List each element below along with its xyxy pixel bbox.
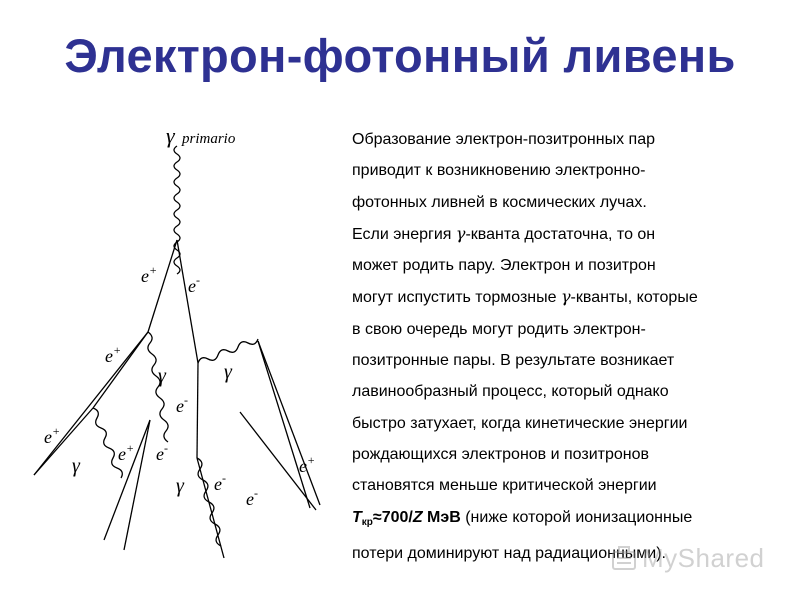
body-line-13: $T_{кр}\approx 700/Z$ МэВ (ниже которой ионизационные <box>352 508 693 528</box>
photon-wave-right <box>198 339 258 363</box>
body-line-12: становятся меньше критической энергии <box>352 477 657 495</box>
gamma-label-4: γ <box>72 455 80 477</box>
body-line-3: фотонных ливней в космических лучах. <box>352 193 647 211</box>
e-minus-label-1: e- <box>188 273 200 296</box>
electron-track-4 <box>197 458 224 558</box>
e-minus-label-2: e- <box>176 393 188 416</box>
photon-track-right <box>258 341 310 508</box>
gamma-label-5: γ <box>176 475 184 497</box>
body-line-4: Если энергия γ-кванта достаточна, то он <box>352 223 656 243</box>
slide-title: Электрон-фотонный ливень <box>64 29 736 82</box>
body-line-2: приводит к возникновению электронно- <box>352 162 646 180</box>
body-line-9: лавинообразный процесс, который однако <box>352 383 669 401</box>
gamma-primary-symbol: γ <box>166 123 175 148</box>
body-line-10: быстро затухает, когда кинетические энергии <box>352 414 688 432</box>
e-plus-label-1: e+ <box>141 263 158 286</box>
body-line-11: рождающихся электронов и позитронов <box>352 445 650 463</box>
gamma-label-2: γ <box>158 365 166 387</box>
body-line-7: в свою очередь могут родить электрон- <box>352 320 646 338</box>
primary-label <box>166 123 236 148</box>
shower-diagram <box>20 110 340 580</box>
primary-label-text: primario <box>182 131 236 147</box>
body-line-1: Образование электрон-позитронных пар <box>352 131 655 148</box>
e-plus-label-3: e+ <box>44 424 61 447</box>
photon-wave-left <box>93 408 122 478</box>
electron-track-3 <box>124 420 150 550</box>
body-text <box>352 124 792 569</box>
e-minus-label-3: e- <box>156 441 168 464</box>
watermark-text: MyShared <box>642 542 765 573</box>
electron-track-1 <box>177 240 198 363</box>
positron-track-5 <box>258 341 320 505</box>
e-plus-label-4: e+ <box>118 441 135 464</box>
e-plus-label-5: e+ <box>299 453 316 476</box>
e-plus-label-2: e+ <box>105 343 122 366</box>
body-line-14: потери доминируют над радиационными). <box>352 544 666 562</box>
critical-energy-symbol: T <box>352 508 362 526</box>
e-minus-label-5: e- <box>246 486 258 509</box>
positron-track-4 <box>104 420 150 540</box>
gamma-symbol: γ <box>560 287 571 307</box>
positron-track-3 <box>34 408 93 475</box>
e-minus-label-4: e- <box>214 471 226 494</box>
watermark-icon <box>610 544 638 572</box>
watermark <box>610 543 765 573</box>
body-line-8: позитронные пары. В результате возникает <box>352 352 675 370</box>
positron-track-1 <box>148 240 177 332</box>
body-line-6: могут испустить тормозные γ-кванты, которые <box>352 287 698 307</box>
gamma-label-3: γ <box>224 361 232 383</box>
photon-wave-mid <box>148 332 168 442</box>
body-line-5: может родить пару. Электрон и позитрон <box>352 257 656 275</box>
electron-track-2 <box>197 363 198 458</box>
gamma-symbol: γ <box>455 223 466 243</box>
